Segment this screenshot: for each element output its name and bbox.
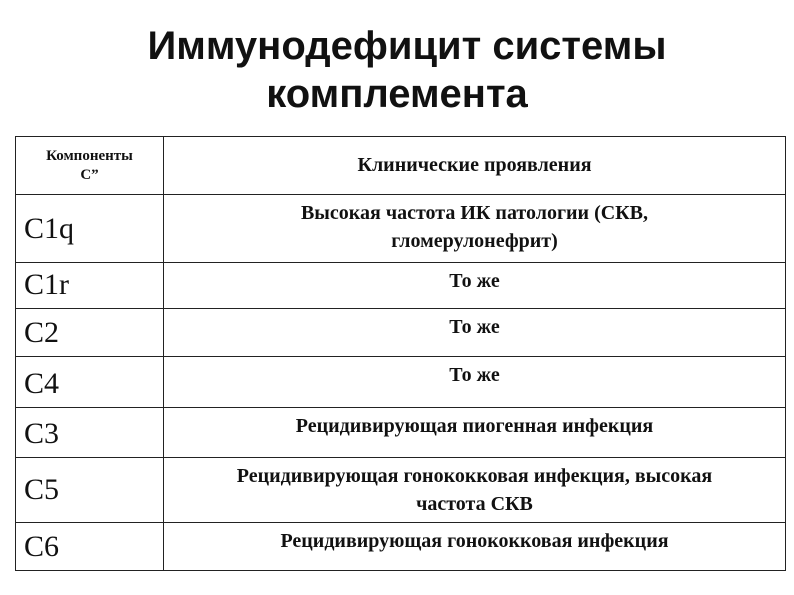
table-row xyxy=(16,357,786,408)
table-row xyxy=(16,408,786,458)
header-components xyxy=(16,137,164,195)
title-line-1: Иммунодефицит системы xyxy=(147,24,667,68)
component-cell: C3 xyxy=(16,408,164,458)
manifestation-cell: То же xyxy=(164,263,786,309)
title-line-2: комплемента xyxy=(266,72,528,116)
component-cell: C1q xyxy=(16,195,164,263)
page-title xyxy=(0,22,794,118)
manifestation-cell: Рецидивирующая пиогенная инфекция xyxy=(164,408,786,458)
manifestation-line2: гломерулонефрит) xyxy=(391,230,558,252)
manifestation-line1: Рецидивирующая гонококковая инфекция, высокая xyxy=(236,465,713,487)
manifestation-cell: Рецидивирующая гонококковая инфекция xyxy=(164,523,786,571)
manifestation-line1: Высокая частота ИК патологии (СКВ, xyxy=(300,202,649,224)
manifestation-cell xyxy=(164,458,786,523)
manifestation-cell: То же xyxy=(164,309,786,357)
table-row xyxy=(16,458,786,523)
manifestation-line2: частота СКВ xyxy=(416,493,533,515)
manifestation-cell: То же xyxy=(164,357,786,408)
header-clinical: Клинические проявления xyxy=(164,137,786,195)
table-row xyxy=(16,195,786,263)
table-header-row xyxy=(16,137,786,195)
header-components-line1: Компоненты xyxy=(46,147,133,164)
component-cell: C6 xyxy=(16,523,164,571)
component-cell: C1r xyxy=(16,263,164,309)
component-cell: C5 xyxy=(16,458,164,523)
header-components-line2: С” xyxy=(80,166,99,183)
table-row xyxy=(16,263,786,309)
component-cell: C4 xyxy=(16,357,164,408)
complement-deficiency-table xyxy=(15,136,786,571)
table-row xyxy=(16,523,786,571)
manifestation-cell xyxy=(164,195,786,263)
table-row xyxy=(16,309,786,357)
component-cell: C2 xyxy=(16,309,164,357)
